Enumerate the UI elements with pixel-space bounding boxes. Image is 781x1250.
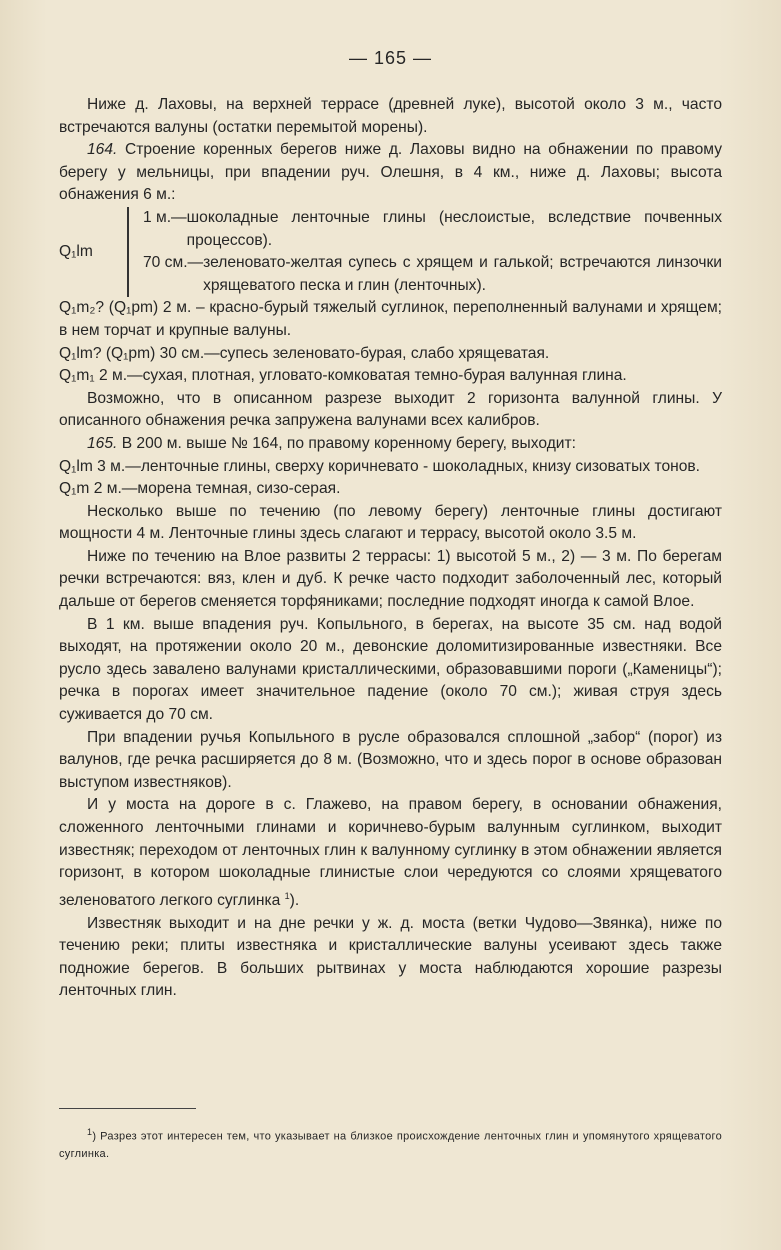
paragraph-two-horizons: Возможно, что в описанном разрезе выходит 2 горизонта валунной глины. У описанного обнажения речка запружена валунами всех калибров.: [59, 389, 722, 430]
strata-label: Q₁lm: [59, 242, 93, 260]
strata-line: Q₁lm? (Q₁pm) 30 см.—супесь зеленовато-бурая, слабо хрящеватая.: [59, 344, 550, 362]
footnote: [59, 1124, 722, 1163]
strata-item: [143, 252, 722, 297]
strata-label: Q₁m₂? (Q₁pm) 2 м.: [59, 299, 192, 317]
strata-description: – красно-бурый тяжелый суглинок, переполненный валунами и хрящем; в нем торчат и крупные валуны.: [59, 299, 722, 339]
section-number: 164.: [87, 141, 118, 159]
footnote-ref: 1: [284, 890, 290, 901]
paragraph-zabor: При впадении ручья Копыльного в русле образовался сплошной „забор“ (порог) из валунов, где речка расширяется до 8 м. (Возможно, что и здесь порог в основе образован выступом известняков).: [59, 728, 722, 791]
section-165-intro: [59, 433, 722, 456]
strata-description: зеленовато-желтая супесь с хрящем и галькой; встречаются линзочки хрящеватого песка и глин (ленточных).: [203, 254, 722, 294]
strata-item: [143, 207, 722, 252]
footnote-body: ) Разрез этот интересен тем, что указывает на близкое происхождение ленточных глин и упомянутого хрящеватого суглинка.: [59, 1130, 722, 1160]
paragraph-ribbon-clays: Несколько выше по течению (по левому берегу) ленточные глины достигают мощности 4 м. Ленточные глины здесь слагают и террасу, высотой около 3.5 м.: [59, 502, 722, 543]
footnote-divider: [59, 1108, 196, 1109]
section-intro-text: В 200 м. выше № 164, по правому коренному берегу, выходит:: [117, 434, 576, 452]
paragraph-lakhovy: Ниже д. Лаховы, на верхней террасе (древней луке), высотой около 3 м., часто встречаются валуны (остатки перемытой морены).: [59, 96, 722, 136]
paragraph-kopylny: В 1 км. выше впадения руч. Копыльного, в берегах, на высоте 35 см. над водой выходят, на протяжении около 20 м., девонские доломитизированные известняки. Все русло здесь завалено валунами кристаллическими, образовавшими пороги („Каменицы“); речка в порогах имеет значительное падение (около 70 см.); живая струя здесь суживается до 70 см.: [59, 615, 722, 724]
section-intro-text: Строение коренных берегов ниже д. Лаховы видно на обнажении по правому берегу у мельницы, при впадении руч. Олешня, в 4 км., ниже д. Лаховы; высота обнажения 6 м.:: [59, 141, 722, 204]
paragraph-terraces: Ниже по течению на Влое развиты 2 террасы: 1) высотой 5 м., 2) — 3 м. По берегам речки встречаются: вяз, клен и дуб. К речке часто подходит заболоченный лес, который дальше от берегов сменяется торфяниками; последние подходят иногда к самой Влое.: [59, 547, 722, 611]
paragraph-bridge: [59, 794, 722, 912]
footnote-mark: 1: [87, 1127, 93, 1137]
paragraph-railway-bridge: Известняк выходит и на дне речки у ж. д. моста (ветки Чудово—Звянка), ниже по течению реки; плиты известняка и кристаллические валуны усеивают здесь также подножие берегов. В больших рытвинах у моста наблюдаются хорошие разрезы ленточных глин.: [59, 914, 722, 1000]
paragraph-text: И у моста на дороге в с. Глажево, на правом берегу, в основании обнажения, сложенного ленточными глинами и коричнево-бурым валунным суглинком, выходит известняк; переходом от ленточных глин к валунному суглинку в этом обнажении является горизонт, в котором шоколадные глинистые слои чередуются со слоями хрящеватого зеленоватого легкого суглинка: [59, 796, 722, 909]
strata-items: [143, 207, 722, 297]
strata-group-q1lm: [59, 207, 722, 297]
strata-thickness: 70 см.—: [143, 254, 204, 272]
paragraph-text-end: ).: [289, 891, 300, 909]
strata-line: Q₁m₁ 2 м.—сухая, плотная, угловато-комковатая темно-бурая валунная глина.: [59, 367, 627, 385]
section-164-intro: [59, 139, 722, 207]
footnote-text: [59, 1124, 722, 1163]
strata-line: Q₁m 2 м.—морена темная, сизо-серая.: [59, 480, 341, 498]
body-text: [59, 94, 722, 1003]
page-number: — 165 —: [348, 48, 433, 68]
brace-line: [127, 207, 129, 297]
section-number: 165.: [87, 434, 118, 452]
strata-thickness: 1 м.—: [143, 208, 187, 226]
strata-line: [59, 297, 722, 342]
strata-line: Q₁lm 3 м.—ленточные глины, сверху коричневато - шоколадных, книзу сизоватых тонов.: [59, 457, 701, 475]
strata-description: шоколадные ленточные глины (неслоистые, вследствие почвенных процессов).: [186, 208, 722, 249]
